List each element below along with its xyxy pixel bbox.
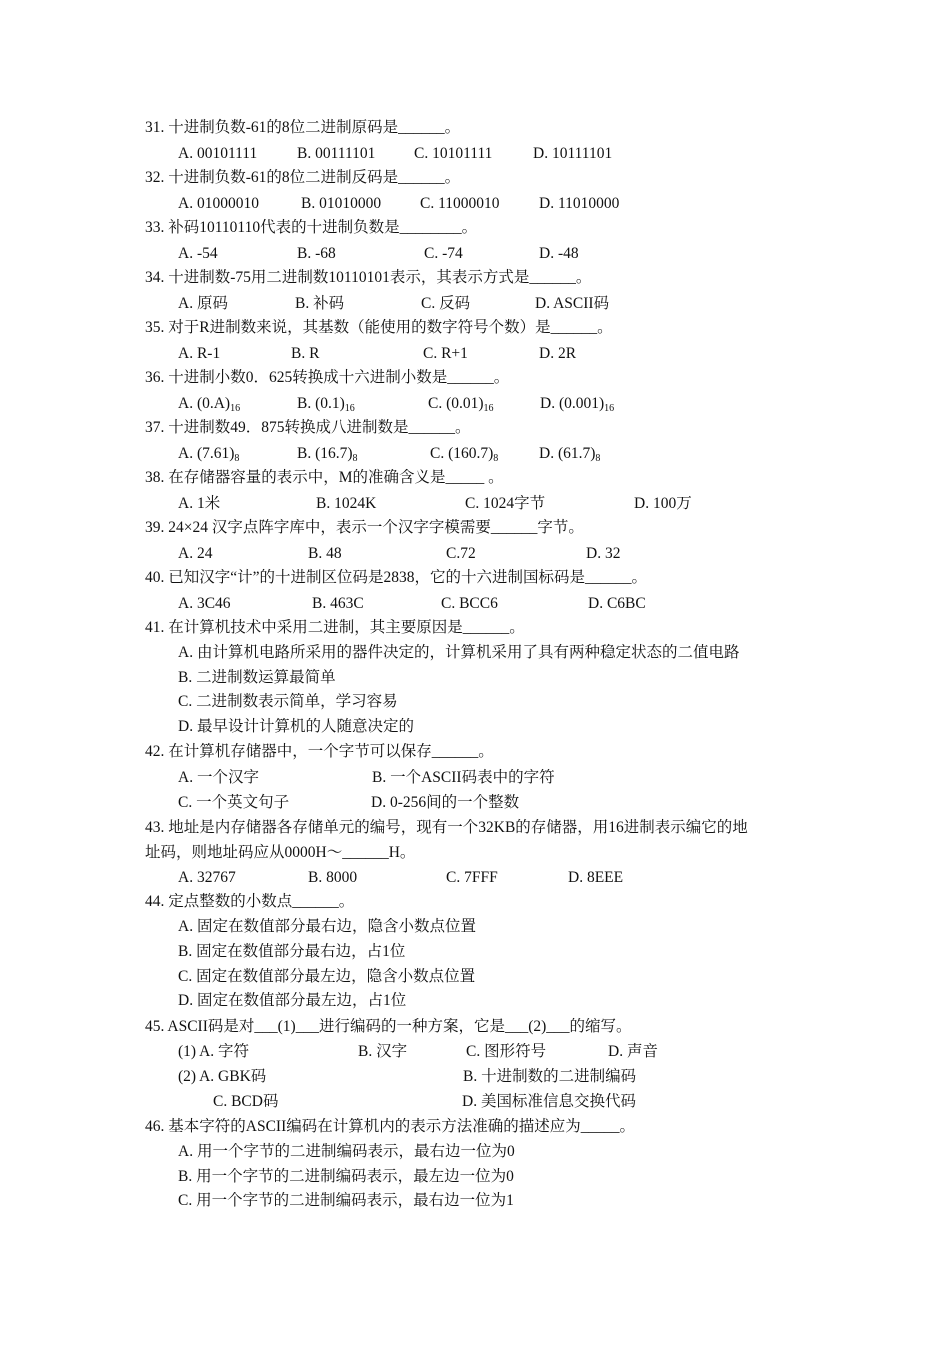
question-43-cont: 址码，则地址码应从0000H～______H。 <box>145 844 416 861</box>
question-45: 45. ASCII码是对___(1)___进行编码的一种方案，它是___(2)___的缩写。 <box>145 1018 632 1035</box>
question-41: 41. 在计算机技术中采用二进制，其主要原因是______。 <box>145 619 525 636</box>
option-36-b: B. $(0.1)_{16}$ <box>297 395 355 414</box>
option-42-c: C. 一个英文句子 <box>178 794 290 811</box>
option-38-b: B. 1024K <box>316 495 377 512</box>
option-33-c: C. -74 <box>424 245 463 262</box>
option-32-c: C. 11000010 <box>420 195 500 212</box>
question-39: 39. 24×24 汉字点阵字库中，表示一个汉字字模需要______字节。 <box>145 519 584 536</box>
option-31-b: B. 00111101 <box>297 145 376 162</box>
option-45-2-b: B. 十进制数的二进制编码 <box>463 1068 637 1085</box>
option-45-1-d: D. 声音 <box>608 1043 658 1060</box>
option-32-d: D. 11010000 <box>539 195 620 212</box>
question-35: 35. 对于R进制数来说，其基数（能使用的数字符号个数）是______。 <box>145 319 613 336</box>
option-35-b: B. R <box>291 345 320 362</box>
option-35-a: A. R-1 <box>178 345 221 362</box>
option-37-c: C. $(160.7)_8$ <box>430 445 499 464</box>
option-43-a: A. 32767 <box>178 869 236 886</box>
option-40-b: B. 463C <box>312 595 364 612</box>
option-34-c: C. 反码 <box>421 295 471 312</box>
question-34: 34. 十进制数-75用二进制数10110101表示，其表示方式是______。 <box>145 269 592 286</box>
question-37: 37. 十进制数49．875转换成八进制数是______。 <box>145 419 471 436</box>
option-36-c: C. $(0.01)_{16}$ <box>428 395 494 414</box>
option-41-b: B. 二进制数运算最简单 <box>178 669 336 686</box>
option-40-c: C. BCC6 <box>441 595 498 612</box>
question-33: 33. 补码10110110代表的十进制负数是________。 <box>145 219 478 236</box>
option-37-a: A. $(7.61)_8$ <box>178 445 240 464</box>
option-36-d: D. $(0.001)_{16}$ <box>540 395 615 414</box>
option-33-d: D. -48 <box>539 245 579 262</box>
option-32-b: B. 01010000 <box>301 195 382 212</box>
option-38-a: A. 1米 <box>178 495 221 512</box>
option-35-d: D. 2R <box>539 345 577 362</box>
option-43-b: B. 8000 <box>308 869 358 886</box>
option-34-b: B. 补码 <box>295 295 345 312</box>
option-44-b: B. 固定在数值部分最右边，占1位 <box>178 943 406 960</box>
option-44-c: C. 固定在数值部分最左边，隐含小数点位置 <box>178 968 476 985</box>
option-40-d: D. C6BC <box>588 595 646 612</box>
option-43-c: C. 7FFF <box>446 869 498 886</box>
option-45-2-c: C. BCD码 <box>213 1093 279 1110</box>
question-42: 42. 在计算机存储器中，一个字节可以保存______。 <box>145 743 494 760</box>
question-38: 38. 在存储器容量的表示中，M的准确含义是_____ 。 <box>145 469 504 486</box>
option-45-1-b: B. 汉字 <box>358 1043 408 1060</box>
option-34-a: A. 原码 <box>178 295 228 312</box>
option-34-d: D. ASCII码 <box>535 295 610 312</box>
option-39-a: A. 24 <box>178 545 213 562</box>
option-32-a: A. 01000010 <box>178 195 259 212</box>
option-33-b: B. -68 <box>297 245 336 262</box>
option-42-a: A. 一个汉字 <box>178 769 259 786</box>
option-40-a: A. 3C46 <box>178 595 231 612</box>
option-46-a: A. 用一个字节的二进制编码表示，最右边一位为0 <box>178 1143 515 1160</box>
option-42-d: D. 0-256间的一个整数 <box>371 794 520 811</box>
question-31: 31. 十进制负数-61的8位二进制原码是______。 <box>145 119 461 136</box>
option-35-c: C. R+1 <box>423 345 468 362</box>
option-36-a: A. $(0.A)_{16}$ <box>178 395 241 414</box>
option-39-d: D. 32 <box>586 545 621 562</box>
option-37-b: B. $(16.7)_8$ <box>297 445 358 464</box>
option-38-d: D. 100万 <box>634 495 692 512</box>
option-43-d: D. 8EEE <box>568 869 624 886</box>
option-41-d: D. 最早设计计算机的人随意决定的 <box>178 718 414 735</box>
option-45-2-d: D. 美国标准信息交换代码 <box>462 1093 636 1110</box>
question-32: 32. 十进制负数-61的8位二进制反码是______。 <box>145 169 461 186</box>
option-45-2-a: (2) A. GBK码 <box>178 1068 267 1085</box>
question-40: 40. 已知汉字“计”的十进制区位码是2838，它的十六进制国标码是______。 <box>145 569 648 586</box>
option-31-d: D. 10111101 <box>533 145 613 162</box>
question-43: 43. 地址是内存储器各存储单元的编号，现有一个32KB的存储器，用16进制表示编它的地 <box>145 819 748 836</box>
option-42-b: B. 一个ASCII码表中的字符 <box>372 769 555 786</box>
option-44-a: A. 固定在数值部分最右边，隐含小数点位置 <box>178 918 476 935</box>
option-45-1-c: C. 图形符号 <box>466 1043 547 1060</box>
option-46-c: C. 用一个字节的二进制编码表示，最右边一位为1 <box>178 1192 514 1209</box>
option-41-a: A. 由计算机电路所采用的器件决定的，计算机采用了具有两种稳定状态的二值电路 <box>178 644 740 661</box>
option-44-d: D. 固定在数值部分最左边，占1位 <box>178 992 407 1009</box>
option-31-c: C. 10101111 <box>414 145 493 162</box>
option-33-a: A. -54 <box>178 245 218 262</box>
option-39-b: B. 48 <box>308 545 342 562</box>
option-46-b: B. 用一个字节的二进制编码表示，最左边一位为0 <box>178 1168 514 1185</box>
option-41-c: C. 二进制数表示简单，学习容易 <box>178 693 398 710</box>
option-38-c: C. 1024字节 <box>465 495 546 512</box>
question-44: 44. 定点整数的小数点______。 <box>145 893 355 910</box>
option-39-c: C.72 <box>446 545 476 562</box>
question-46: 46. 基本字符的ASCII编码在计算机内的表示方法准确的描述应为_____。 <box>145 1118 635 1135</box>
option-45-1-a: (1) A. 字符 <box>178 1043 250 1060</box>
option-37-d: D. $(61.7)_8$ <box>539 445 601 464</box>
question-36: 36. 十进制小数0．625转换成十六进制小数是______。 <box>145 369 510 386</box>
option-31-a: A. 00101111 <box>178 145 258 162</box>
